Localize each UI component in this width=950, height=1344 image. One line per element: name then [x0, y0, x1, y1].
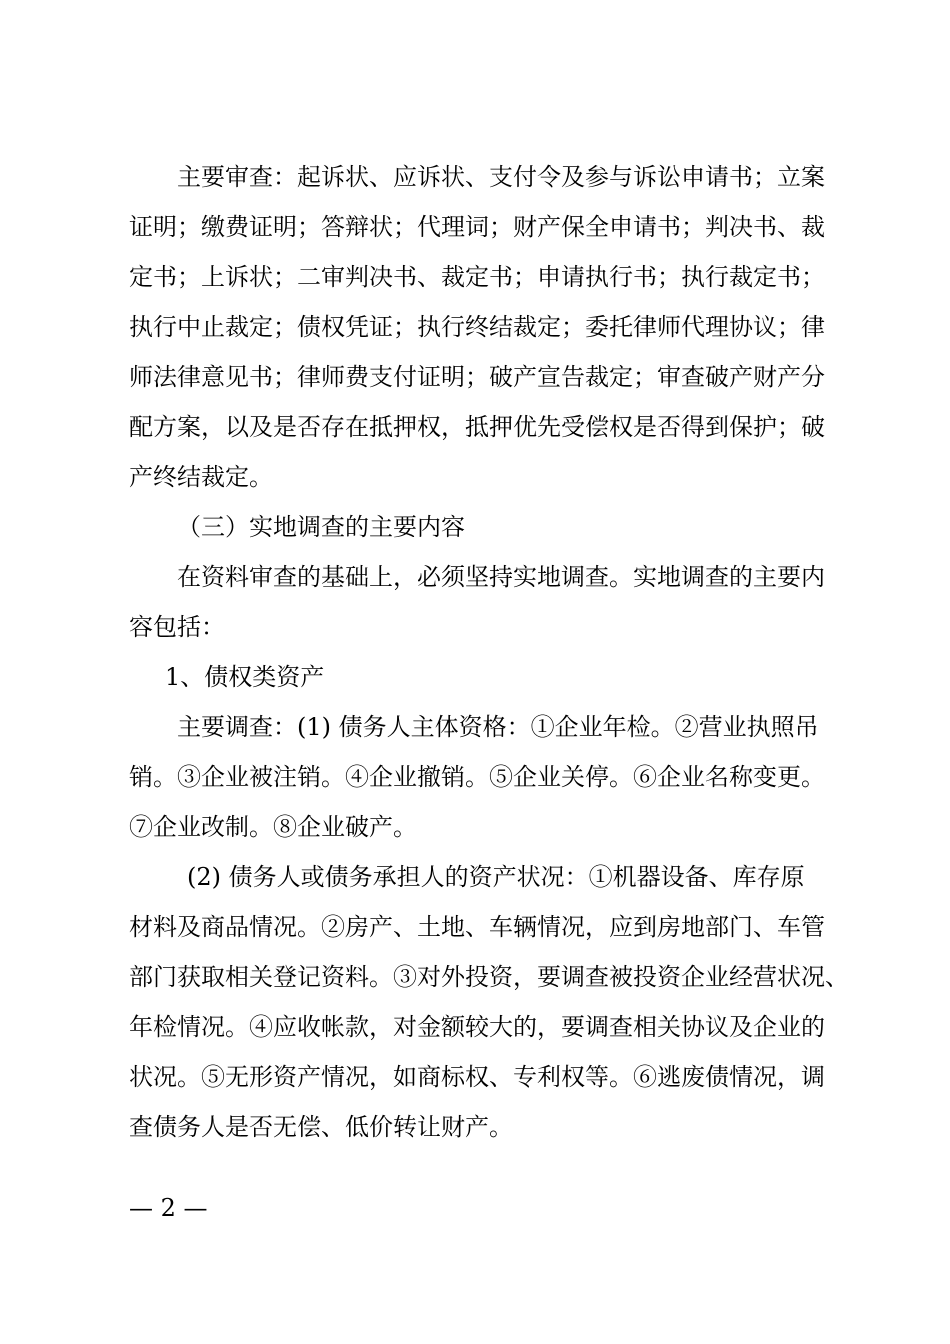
section-heading: （三）实地调查的主要内容	[177, 513, 465, 541]
text-line: 配方案，以及是否存在抵押权，抵押优先受偿权是否得到保护；破	[129, 413, 825, 441]
text-line: 产终结裁定。	[129, 463, 273, 491]
text-line: 师法律意见书；律师费支付证明；破产宣告裁定；审查破产财产分	[129, 363, 825, 391]
text-line: (2) 债务人或债务承担人的资产状况：①机器设备、库存原	[187, 863, 805, 891]
text-line: 主要调查：(1) 债务人主体资格：①企业年检。②营业执照吊	[177, 713, 819, 741]
text-line: 年检情况。④应收帐款，对金额较大的，要调查相关协议及企业的	[129, 1013, 825, 1041]
text-line: 证明；缴费证明；答辩状；代理词；财产保全申请书；判决书、裁	[129, 213, 825, 241]
text-line: 销。③企业被注销。④企业撤销。⑤企业关停。⑥企业名称变更。	[129, 763, 825, 791]
text-line: 执行中止裁定；债权凭证；执行终结裁定；委托律师代理协议；律	[129, 313, 825, 341]
subsection-heading: 1、债权类资产	[165, 663, 325, 691]
page-number: — 2 —	[129, 1194, 208, 1222]
text-line: 定书；上诉状；二审判决书、裁定书；申请执行书；执行裁定书；	[129, 263, 825, 291]
text-line: 查债务人是否无偿、低价转让财产。	[129, 1113, 513, 1141]
text-line: ⑦企业改制。⑧企业破产。	[129, 813, 417, 841]
text-line: 部门获取相关登记资料。③对外投资，要调查被投资企业经营状况、	[129, 963, 849, 991]
text-line: 材料及商品情况。②房产、土地、车辆情况，应到房地部门、车管	[129, 913, 825, 941]
text-line: 容包括：	[129, 613, 225, 641]
text-line: 在资料审查的基础上，必须坚持实地调查。实地调查的主要内	[177, 563, 825, 591]
text-line: 状况。⑤无形资产情况，如商标权、专利权等。⑥逃废债情况，调	[129, 1063, 825, 1091]
text-line: 主要审查：起诉状、应诉状、支付令及参与诉讼申请书；立案	[177, 163, 825, 191]
